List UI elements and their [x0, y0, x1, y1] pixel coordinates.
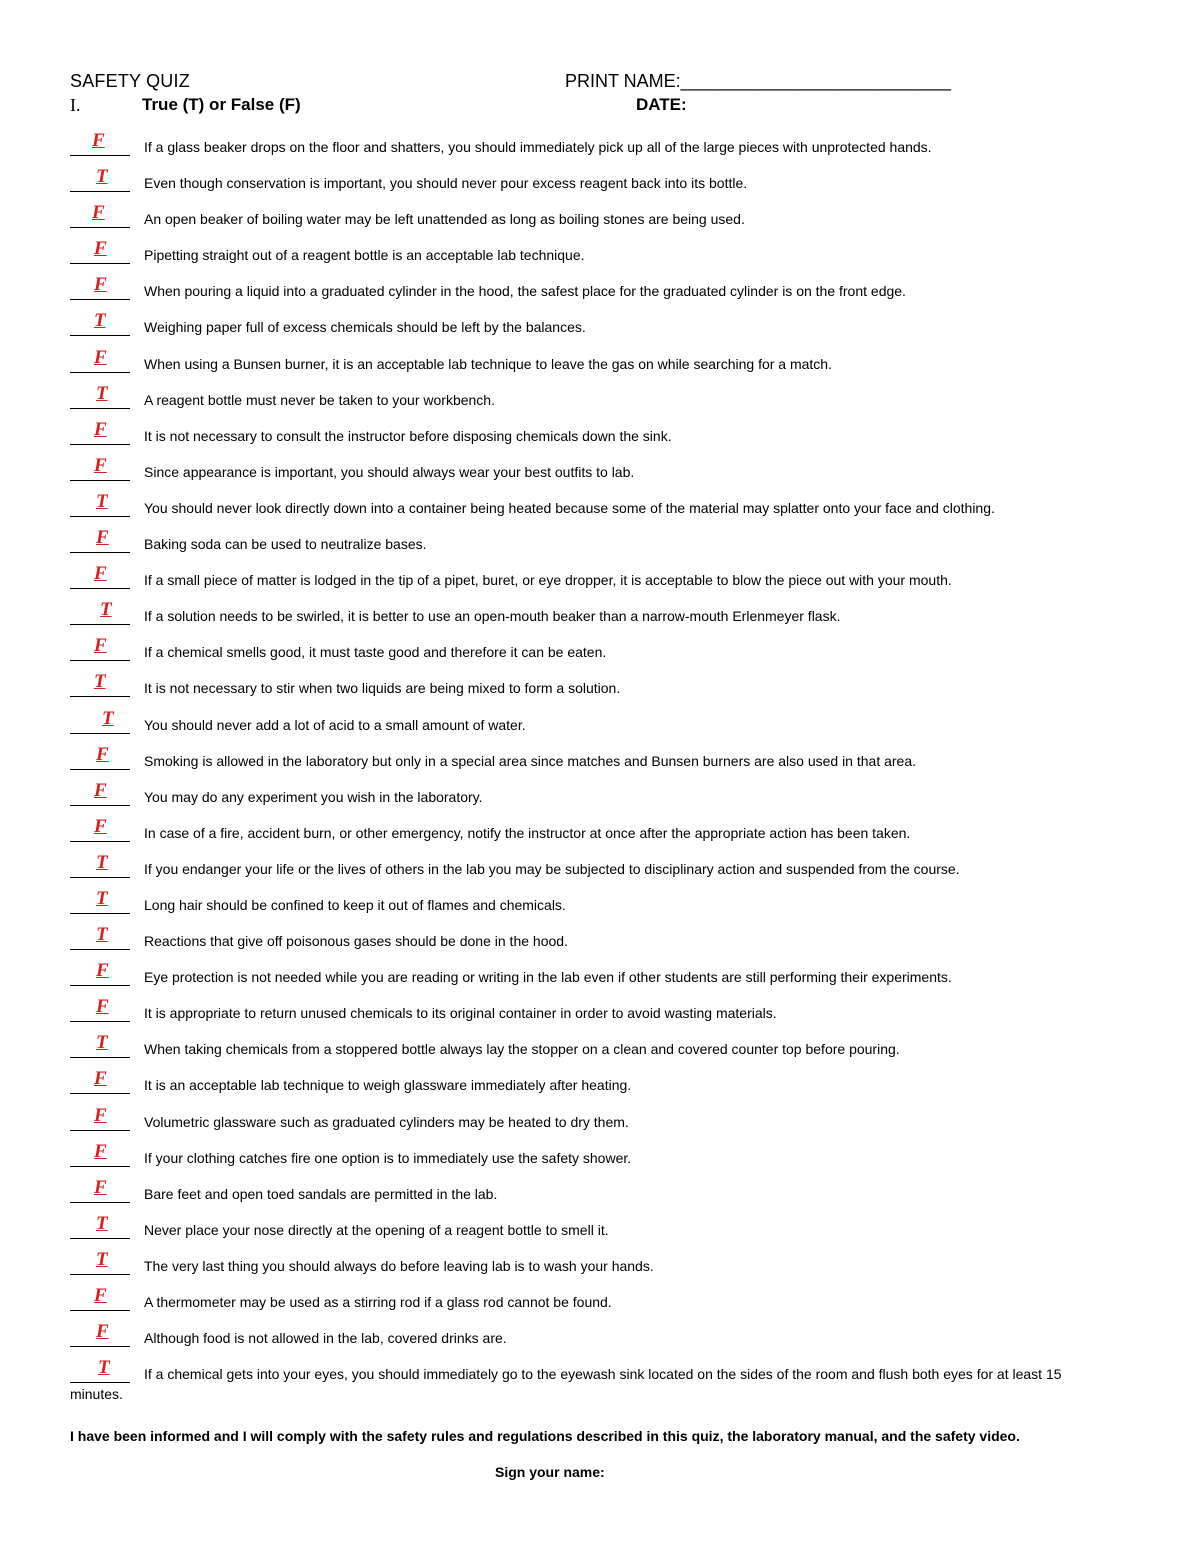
question-row	[70, 1032, 1130, 1075]
answer-mark: T	[96, 166, 108, 188]
answer-mark: T	[96, 490, 108, 512]
answer-mark: F	[94, 815, 107, 837]
question-row	[70, 599, 1130, 642]
question-text: If a chemical gets into your eyes, you should immediately go to the eyewash sink located on the sides of the room and flush both eyes for at least 15 minutes.	[70, 1366, 1062, 1403]
question-row	[70, 1176, 1130, 1220]
answer-mark: F	[92, 130, 105, 151]
question-row	[70, 527, 1130, 570]
answer-mark: T	[96, 1248, 108, 1270]
print-name-field: PRINT NAME:___________________________	[565, 71, 951, 91]
answer-mark: T	[96, 924, 108, 946]
question-text: Baking soda can be used to neutralize bases.	[144, 536, 427, 553]
quiz-title: SAFETY QUIZ	[70, 71, 190, 91]
question-row	[70, 1212, 1130, 1256]
question-text: It is appropriate to return unused chemicals to its original container in order to avoid wasting materials.	[144, 1005, 777, 1022]
question-text: It is an acceptable lab technique to weigh glassware immediately after heating.	[144, 1077, 632, 1094]
question-row	[70, 851, 1130, 895]
question-text: If a chemical smells good, it must taste good and therefore it can be eaten.	[144, 644, 607, 661]
answer-mark: F	[94, 1140, 107, 1162]
answer-mark: T	[96, 887, 108, 909]
answer-mark: F	[96, 743, 109, 765]
question-row	[70, 1285, 1130, 1328]
question-text: Eye protection is not needed while you are reading or writing in the lab even if other students are still performing their experiments.	[144, 969, 952, 986]
question-text: If a solution needs to be swirled, it is better to use an open-mouth beaker than a narrow-mouth Erlenmeyer flask.	[144, 608, 841, 625]
question-text: Volumetric glassware such as graduated cylinders may be heated to dry them.	[144, 1113, 629, 1130]
question-text: If you endanger your life or the lives of others in the lab you may be subjected to disciplinary action and suspended from the course.	[144, 860, 960, 877]
answer-mark: T	[94, 310, 106, 332]
question-row	[70, 671, 1130, 714]
question-row	[70, 1357, 1130, 1422]
question-row	[70, 1068, 1130, 1111]
question-row	[70, 563, 1130, 606]
question-row	[70, 166, 1130, 209]
answer-mark: F	[94, 418, 107, 440]
date-label: DATE:	[636, 95, 687, 114]
question-text: Bare feet and open toed sandals are permitted in the lab.	[144, 1185, 498, 1202]
question-text: A thermometer may be used as a stirring rod if a glass rod cannot be found.	[144, 1294, 612, 1310]
question-text: Reactions that give off poisonous gases should be done in the hood.	[144, 933, 568, 950]
question-list	[70, 130, 1130, 1422]
question-row	[70, 274, 1130, 317]
question-row	[70, 490, 1130, 534]
answer-mark: F	[94, 635, 107, 657]
answer-mark: F	[94, 779, 107, 801]
question-text: In case of a fire, accident burn, or other emergency, notify the instructor at once after the appropriate action has been taken.	[144, 824, 911, 841]
answer-mark: F	[94, 274, 107, 296]
answer-blank	[70, 715, 130, 734]
answer-mark: T	[100, 599, 112, 621]
question-row	[70, 238, 1130, 281]
question-row	[70, 418, 1130, 462]
answer-mark: F	[94, 346, 107, 368]
pledge-statement: I have been informed and I will comply with the safety rules and regulations described in this quiz, the laboratory manual, and the safety video.	[70, 1428, 1020, 1444]
question-row	[70, 960, 1130, 1003]
question-row	[70, 1104, 1130, 1148]
answer-mark: T	[96, 382, 108, 404]
question-row	[70, 996, 1130, 1039]
question-row	[70, 707, 1130, 751]
answer-mark: F	[94, 563, 107, 585]
question-text: If a glass beaker drops on the floor and shatters, you should immediately pick up all of the large pieces with unprotected hands.	[144, 139, 932, 155]
question-text: A reagent bottle must never be taken to your workbench.	[144, 391, 495, 408]
question-text: An open beaker of boiling water may be left unattended as long as boiling stones are being used.	[144, 211, 745, 228]
question-text: If your clothing catches fire one option is to immediately use the safety shower.	[144, 1149, 632, 1166]
question-text: Even though conservation is important, you should never pour excess reagent back into its bottle.	[144, 175, 748, 192]
question-text: Long hair should be confined to keep it out of flames and chemicals.	[144, 896, 566, 913]
question-text: Smoking is allowed in the laboratory but only in a special area since matches and Bunsen burners are also used in that area.	[144, 752, 917, 769]
question-row	[70, 924, 1130, 967]
answer-mark: F	[96, 996, 109, 1018]
question-row	[70, 635, 1130, 678]
answer-mark: F	[96, 1321, 109, 1343]
question-text: It is not necessary to consult the instructor before disposing chemicals down the sink.	[144, 427, 672, 444]
question-text: Although food is not allowed in the lab, covered drinks are.	[144, 1330, 507, 1347]
answer-mark: F	[96, 527, 109, 549]
question-text: It is not necessary to stir when two liquids are being mixed to form a solution.	[144, 680, 621, 697]
question-row	[70, 1140, 1130, 1184]
question-text: When using a Bunsen burner, it is an acceptable lab technique to leave the gas on while searching for a match.	[144, 355, 832, 372]
question-row	[70, 382, 1130, 426]
section-heading: True (T) or False (F)	[142, 95, 301, 114]
question-text: You should never look directly down into a container being heated because some of the material may splatter onto your face and clothing.	[144, 499, 995, 516]
answer-mark: F	[94, 1068, 107, 1090]
question-row	[70, 743, 1130, 787]
question-text: The very last thing you should always do before leaving lab is to wash your hands.	[144, 1257, 654, 1274]
answer-mark: T	[94, 671, 106, 693]
question-text: You should never add a lot of acid to a small amount of water.	[144, 716, 526, 733]
question-row	[70, 310, 1130, 353]
question-text: Since appearance is important, you should always wear your best outfits to lab.	[144, 463, 635, 480]
answer-mark: T	[96, 1032, 108, 1054]
answer-mark: T	[98, 1357, 110, 1379]
answer-mark: F	[94, 454, 107, 476]
question-row	[70, 815, 1130, 859]
question-text: Weighing paper full of excess chemicals should be left by the balances.	[144, 319, 586, 336]
answer-mark: F	[94, 238, 107, 260]
sign-name-label: Sign your name:	[495, 1464, 605, 1480]
question-text: If a small piece of matter is lodged in the tip of a pipet, buret, or eye dropper, it is acceptable to blow the piece out with your mouth.	[144, 572, 952, 589]
question-text: When pouring a liquid into a graduated cylinder in the hood, the safest place for the graduated cylinder is on the front edge.	[144, 283, 906, 300]
answer-mark: F	[96, 960, 109, 982]
question-row	[70, 346, 1130, 390]
question-row	[70, 454, 1130, 498]
question-row	[70, 779, 1130, 823]
question-row	[70, 1321, 1130, 1364]
question-text: Never place your nose directly at the opening of a reagent bottle to smell it.	[144, 1221, 609, 1238]
question-text: You may do any experiment you wish in the laboratory.	[144, 788, 483, 805]
question-row	[70, 887, 1130, 931]
answer-mark: F	[92, 202, 105, 224]
answer-mark: F	[94, 1285, 107, 1306]
question-row	[70, 130, 1130, 173]
question-text: When taking chemicals from a stoppered bottle always lay the stopper on a clean and covered counter top before pouring.	[144, 1041, 900, 1058]
answer-mark: F	[94, 1176, 107, 1198]
answer-mark: F	[94, 1104, 107, 1126]
answer-mark: T	[96, 851, 108, 873]
answer-mark: T	[102, 707, 114, 729]
answer-mark: T	[96, 1212, 108, 1234]
question-text: Pipetting straight out of a reagent bottle is an acceptable lab technique.	[144, 247, 585, 264]
question-row	[70, 202, 1130, 245]
question-row	[70, 1248, 1130, 1292]
section-number: I.	[70, 95, 81, 115]
